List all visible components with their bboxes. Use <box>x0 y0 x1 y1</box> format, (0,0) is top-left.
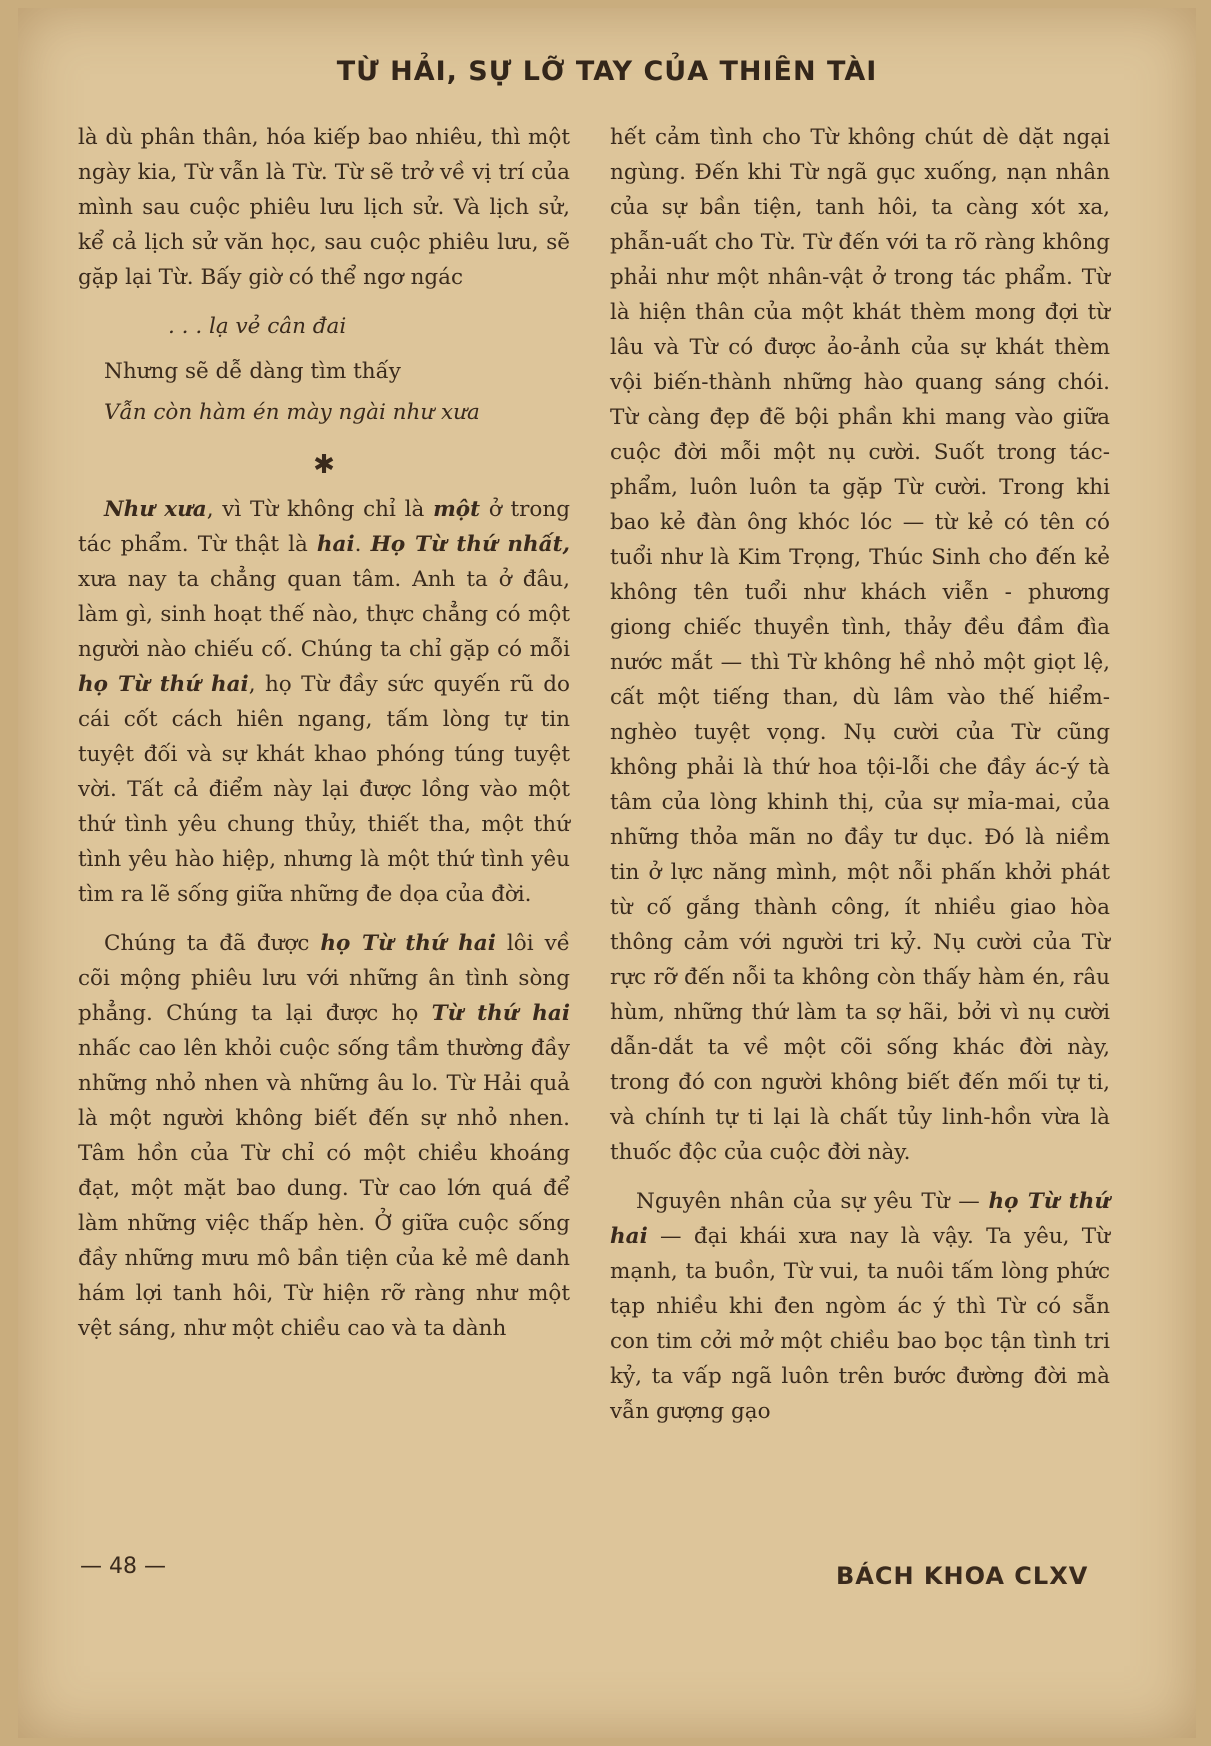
verse-line: Nhưng sẽ dễ dàng tìm thấy <box>104 359 401 384</box>
emphasis: họ Từ thứ hai <box>78 672 249 697</box>
right-column <box>610 120 1110 1429</box>
emphasis: một <box>433 497 481 522</box>
paragraph: hết cảm tình cho Từ không chút dè dặt ngại ngùng. Đến khi Từ ngã gục xuống, nạn nhân của sự bần tiện, tanh hôi, ta càng xót xa, phẫn-uất cho Từ. Từ đến với ta rõ ràng không phải như một nhân-vật ở trong tác phẩm. Từ là hiện thân của một khát thèm mong đợi từ lâu và Từ có được ảo-ảnh của sự khát thèm vội biến-thành những hào quang sáng chói. Từ càng đẹp đẽ bội phần khi mang vào giữa cuộc đời mỗi một nụ cười. Suốt trong tác-phẩm, luôn luôn ta gặp Từ cười. Trong khi bao kẻ đàn ông khóc lóc — từ kẻ có tên có tuổi như là Kim Trọng, Thúc Sinh cho đến kẻ không tên tuổi như khách viễn - phương giong chiếc thuyền tình, thảy đều đầm đìa nước mắt — thì Từ không hề nhỏ một giọt lệ, cất một tiếng than, dù lâm vào thế hiểm-nghèo tuyệt vọng. Nụ cười của Từ cũng không phải là thứ hoa tội-lỗi che đầy ác-ý tà tâm của lòng khinh thị, của sự mỉa-mai, của những thỏa mãn no đầy tư dục. Đó là niềm tin ở lực năng mình, một nỗi phấn khởi phát từ cố gắng thành công, ít nhiều giao hòa thông cảm với người tri kỷ. Nụ cười của Từ rực rỡ đến nỗi ta không còn thấy hàm én, râu hùm, những thứ làm ta sợ hãi, bởi vì nụ cười dẫn-dắt ta về một cõi sống khác đời này, trong đó con người không biết đến mối tự ti, và chính tự ti lại là chất tủy linh-hồn vừa là thuốc độc của cuộc đời này. <box>610 125 1110 1165</box>
text-run: — đại khái xưa nay là vậy. Ta yêu, Từ mạnh, ta buồn, Từ vui, ta nuôi tấm lòng phức tạp nhiều khi đen ngòm ác ý thì Từ có sẵn con tim cởi mở một chiều bao bọc tận tình tri kỷ, ta vấp ngã luôn trên bước đường đời mà vẫn gượng gạo <box>610 1224 1110 1424</box>
emphasis: hai <box>316 532 355 557</box>
emphasis: họ Từ thứ hai <box>610 1189 1110 1249</box>
verse-line: . . . lạ vẻ cân đai <box>168 314 347 339</box>
paragraph <box>78 926 570 1346</box>
emphasis: họ Từ thứ hai <box>320 931 496 956</box>
paragraph <box>610 1184 1110 1429</box>
text-run: lôi về cõi mộng phiêu lưu với những ân tình sòng phẳng. Chúng ta lại được họ <box>78 931 570 1026</box>
emphasis: Từ thứ hai <box>431 1001 571 1026</box>
text-run: nhấc cao lên khỏi cuộc sống tầm thường đầy những nhỏ nhen và những âu lo. Từ Hải quả là một người không biết đến sự nhỏ nhen. Tâm hồn của Từ chỉ có một chiều khoáng đạt, một mặt bao dung. Từ cao lớn quá để làm những việc thấp hèn. Ở giữa cuộc sống đầy những mưu mô bần tiện của kẻ mê danh hám lợi tanh hôi, Từ hiện rỡ ràng như một vệt sáng, như một chiều cao và ta dành <box>78 1036 570 1341</box>
paragraph <box>78 492 570 912</box>
text-run: Nguyên nhân của sự yêu Từ — <box>636 1189 989 1214</box>
paragraph: là dù phân thân, hóa kiếp bao nhiêu, thì một ngày kia, Từ vẫn là Từ. Từ sẽ trở về vị trí của mình sau cuộc phiêu lưu lịch sử. Và lịch sử, kể cả lịch sử văn học, sau cuộc phiêu lưu, sẽ gặp lại Từ. Bấy giờ có thể ngơ ngác <box>78 125 570 290</box>
left-column <box>78 120 570 1346</box>
text-run: ở trong tác phẩm. Từ thật là <box>78 497 570 557</box>
emphasis: Như xưa <box>104 497 207 522</box>
text-run: , họ Từ đầy sức quyến rũ do cái cốt cách hiên ngang, tấm lòng tự tin tuyệt đối và sự khát khao phóng túng tuyệt vời. Tất cả điểm này lại được lồng vào một thứ tình yêu chung thủy, thiết tha, một thứ tình yêu hào hiệp, nhưng là một thứ tình yêu tìm ra lẽ sống giữa những đe dọa của đời. <box>78 672 571 907</box>
section-separator: ✱ <box>313 450 335 480</box>
emphasis: Họ Từ thứ nhất, <box>370 532 570 557</box>
text-run: . <box>354 532 371 557</box>
text-run: xưa nay ta chẳng quan tâm. Anh ta ở đâu, làm gì, sinh hoạt thế nào, thực chẳng có một người nào chiếu cố. Chúng ta chỉ gặp có mỗi <box>78 567 570 662</box>
text-run: , vì Từ không chỉ là <box>206 497 434 522</box>
page-number: — 48 — <box>80 1554 166 1579</box>
magazine-page <box>18 8 1196 1738</box>
text-run: Chúng ta đã được <box>104 931 321 956</box>
running-header: TỪ HẢI, SỰ LỠ TAY CỦA THIÊN TÀI <box>336 56 878 87</box>
verse-line: Vẫn còn hàm én mày ngài như xưa <box>104 400 480 425</box>
journal-name: BÁCH KHOA CLXV <box>836 1562 1089 1590</box>
